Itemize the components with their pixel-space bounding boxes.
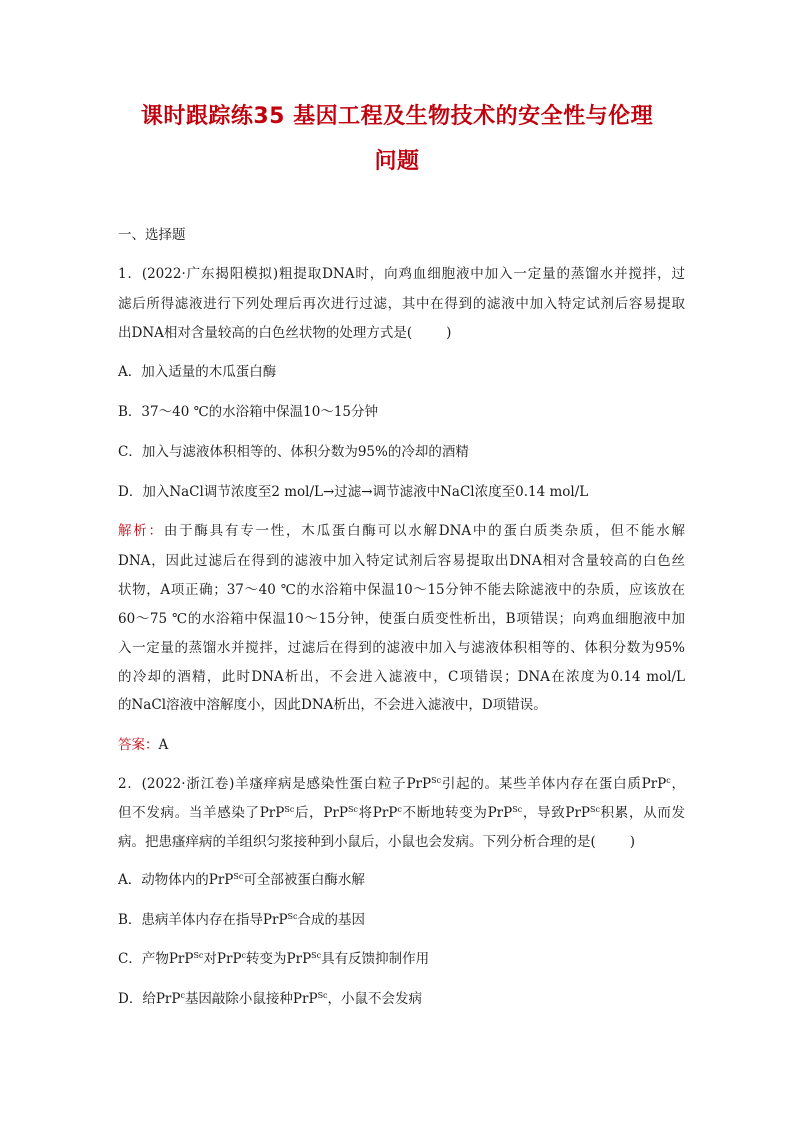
q1-analysis-line-5: 入一定量的蒸馏水并搅拌，过滤后在得到的滤液中加入与滤液体积相等的、体积分数为95% <box>118 640 685 656</box>
q2-option-d: D．给PrP$^c$基因敲除小鼠接种PrP$^{Sc}$，小鼠不会发病 <box>118 991 423 1007</box>
q1-stem-line-1: 1．(2022·广东揭阳模拟)粗提取DNA时，向鸡血细胞液中加入一定量的蒸馏水并搅拌，过 <box>118 266 685 282</box>
page-title-line-2: 问题 <box>374 149 420 174</box>
q1-option-d: D．加入NaCl调节浓度至2 mol/L→过滤→调节滤液中NaCl浓度至0.14 mol/L <box>118 484 589 500</box>
q1-analysis-line-3: 状物，A项正确；37～40 ℃的水浴箱中保温10～15分钟不能去除滤液中的杂质，应该放在 <box>118 582 685 598</box>
q1-analysis-line-7: 的NaCl溶液中溶解度小，因此DNA析出，不会进入滤液中，D项错误。 <box>118 697 547 713</box>
section-heading: 一、选择题 <box>118 227 186 243</box>
q2-answer-paren: ) <box>629 834 636 850</box>
q1-answer <box>118 739 168 753</box>
q1-option-b: B．37～40 ℃的水浴箱中保温10～15分钟 <box>118 404 379 420</box>
analysis-label: 解析： <box>118 523 164 539</box>
q1-analysis-line-4: 60～75 ℃的水浴箱中保温10～15分钟，使蛋白质变性析出，B项错误；向鸡血细胞液中加 <box>118 611 685 627</box>
q2-stem-line-2: 但不发病。当羊感染了PrP$^{Sc}$后，PrP$^{Sc}$将PrP$^c$不断地转变为PrP$^{Sc}$，导致PrP$^{Sc}$积累，从而发 <box>118 805 685 821</box>
q1-stem-line-3 <box>118 327 451 341</box>
q2-stem-line-3: 病。把患瘙痒病的羊组织匀浆接种到小鼠后，小鼠也会发病。下列分析合理的是( ) <box>118 834 636 850</box>
q2-stem-line-1: 2．(2022·浙江卷)羊瘙痒病是感染性蛋白粒子PrP$^{Sc}$引起的。某些羊体内存在蛋白质PrP$^c$， <box>118 776 686 792</box>
q2-option-a: A．动物体内的PrP$^{Sc}$可全部被蛋白酶水解 <box>118 872 365 888</box>
answer-value: A <box>158 737 169 753</box>
q2-option-c: C．产物PrP$^{Sc}$对PrP$^c$转变为PrP$^{Sc}$具有反馈抑制作用 <box>118 951 430 967</box>
q2-option-b: B．患病羊体内存在指导PrP$^{Sc}$合成的基因 <box>118 912 366 928</box>
q1-stem-line-2: 滤后所得滤液进行下列处理后再次进行过滤，其中在得到的滤液中加入特定试剂后容易提取 <box>118 296 685 312</box>
q1-option-a: A．加入适量的木瓜蛋白酶 <box>118 364 277 380</box>
q1-analysis-line-6: 的冷却的酒精，此时DNA析出，不会进入滤液中，C项错误；DNA在浓度为0.14 mol/L <box>118 669 685 685</box>
q1-option-c: C．加入与滤液体积相等的、体积分数为95%的冷却的酒精 <box>118 444 469 460</box>
q1-analysis-line-2: DNA，因此过滤后在得到的滤液中加入特定试剂后容易提取出DNA相对含量较高的白色丝 <box>118 553 685 569</box>
q1-stem-text: 出DNA相对含量较高的白色丝状物的处理方式是( <box>118 325 413 341</box>
q1-analysis-line-1: 解析：由于酶具有专一性，木瓜蛋白酶可以水解DNA中的蛋白质类杂质，但不能水解 <box>118 523 685 539</box>
page-title-line-1: 课时跟踪练35 基因工程及生物技术的安全性与伦理 <box>140 104 654 129</box>
q1-answer-paren: ) <box>446 325 452 341</box>
answer-label: 答案： <box>118 737 159 753</box>
